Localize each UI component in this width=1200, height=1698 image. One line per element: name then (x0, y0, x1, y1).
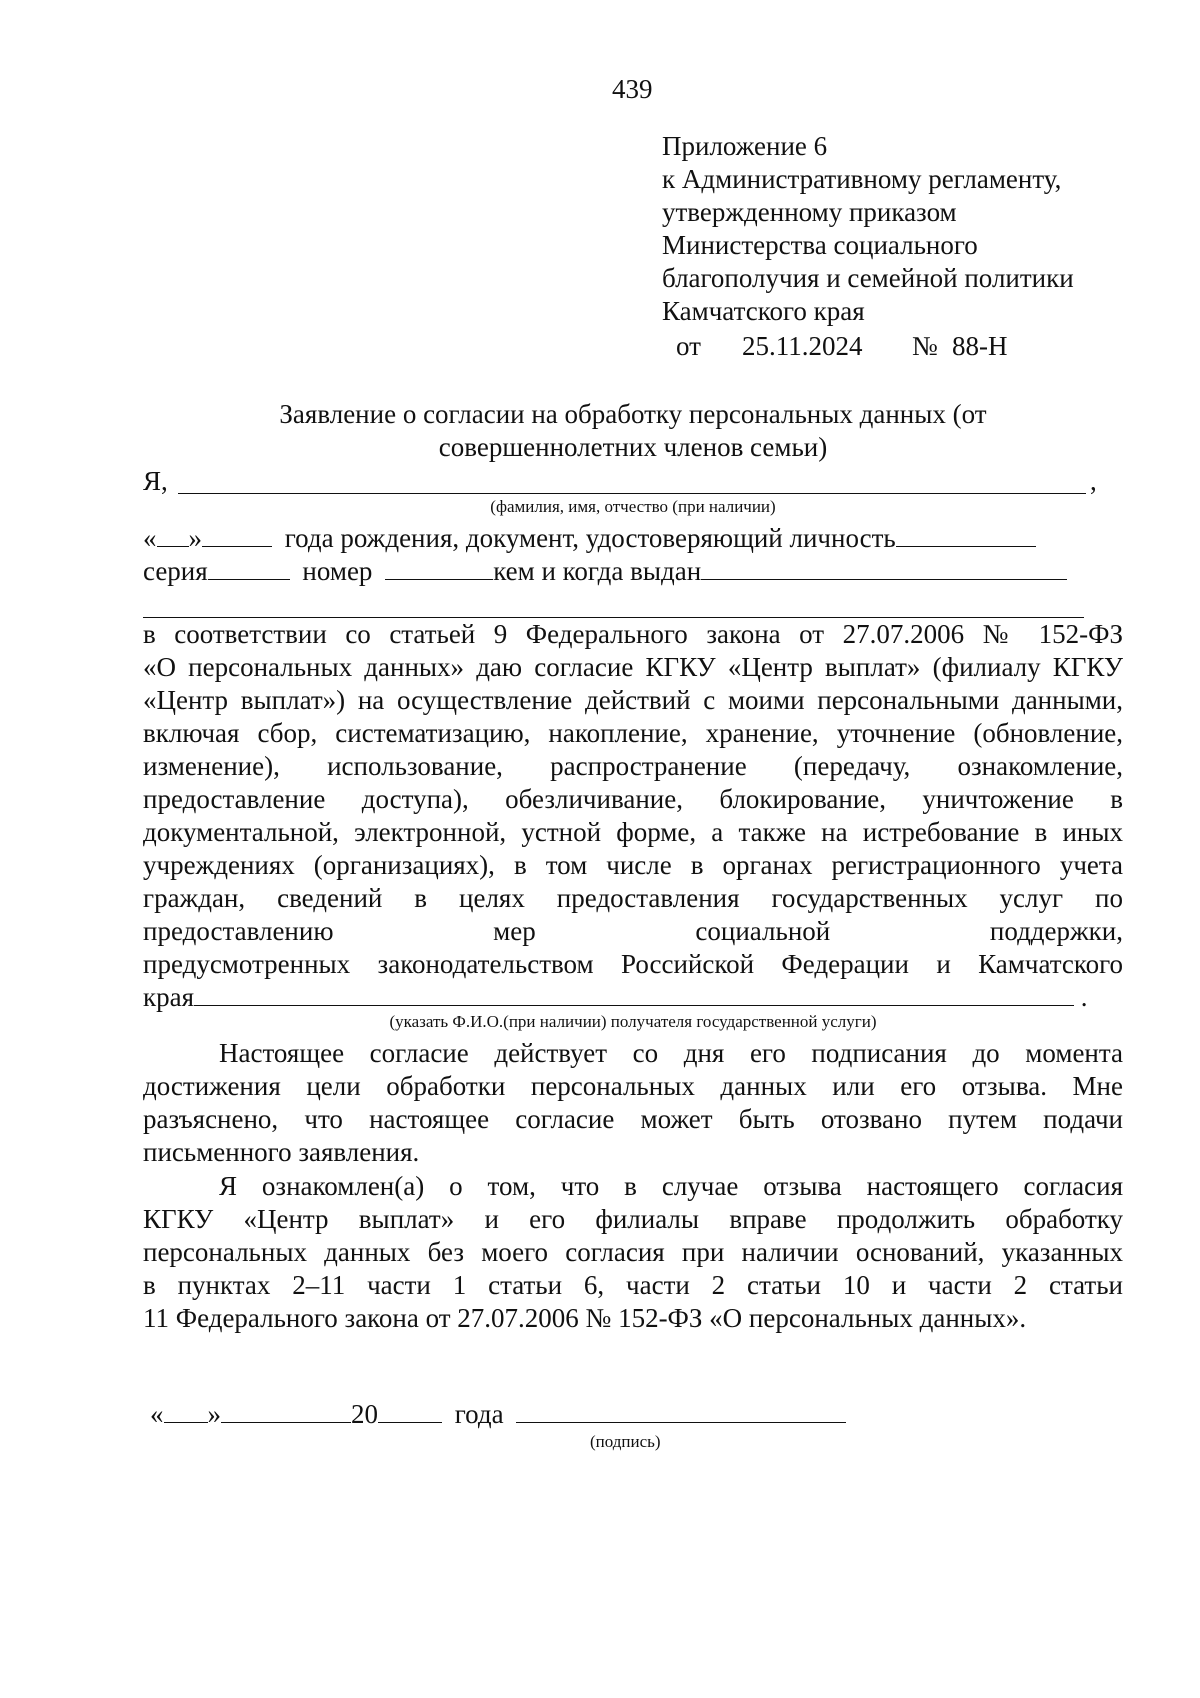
sign-day-field[interactable] (164, 1398, 208, 1423)
paragraph3-line: Я ознакомлен(а) о том, что в случае отзыва настоящего согласия (219, 1171, 1123, 1201)
appendix-number: 88-Н (952, 331, 1008, 361)
appendix-date: 25.11.2024 (742, 331, 863, 361)
body-line: включая сбор, систематизацию, накопление, хранение, уточнение (обновление, (143, 718, 1123, 748)
birth-day-field[interactable] (157, 522, 189, 547)
document-title: Заявление о согласии на обработку персональных данных (от (279, 399, 987, 429)
body-line: в соответствии со статьей 9 Федерального закона от 27.07.2006 № 152-ФЗ (143, 619, 1123, 649)
body-line: документальной, электронной, устной форме, а также на истребование в иных (143, 817, 1123, 847)
appendix-line: утвержденному приказом (662, 197, 957, 227)
quote-open: « (150, 1399, 164, 1429)
birth-date-row (143, 522, 1036, 554)
fio-field[interactable] (178, 492, 1086, 494)
paragraph2-line: разъяснено, что настоящее согласие может быть отозвано путем подачи (143, 1104, 1123, 1134)
recipient-hint: (указать Ф.И.О.(при наличии) получателя государственной услуги) (389, 1012, 877, 1031)
paragraph3-last-line: 11 Федерального закона от 27.07.2006 № 152-ФЗ «О персональных данных». (143, 1303, 1027, 1333)
paragraph3-line: в пунктах 2–11 части 1 статьи 6, части 2 статьи 10 и части 2 статьи (143, 1270, 1123, 1300)
birth-month-field[interactable] (202, 522, 272, 547)
paragraph2-line: Настоящее согласие действует со дня его подписания до момента (219, 1038, 1123, 1068)
birth-year-text: года рождения, документ, удостоверяющий личность (284, 523, 896, 553)
page-number: 439 (612, 74, 653, 104)
issued-label: кем и когда выдан (493, 556, 702, 586)
sign-year-field[interactable] (378, 1398, 442, 1423)
issued-by-field[interactable] (701, 555, 1067, 580)
body-line: предоставление доступа), обезличивание, блокирование, уничтожение в (143, 784, 1123, 814)
paragraph3-line: персональных данных без моего согласия при наличии оснований, указанных (143, 1237, 1123, 1267)
paragraph2-last-line: письменного заявления. (143, 1137, 420, 1167)
body-line: «О персональных данных» даю согласие КГКУ «Центр выплат» (филиалу КГКУ (143, 652, 1123, 682)
appendix-from-label: от (676, 331, 701, 361)
period: . (1080, 982, 1088, 1012)
appendix-line: Приложение 6 (662, 131, 828, 161)
body-line: предоставлению мер социальной поддержки, (143, 916, 1123, 946)
fio-hint: (фамилия, имя, отчество (при наличии) (490, 497, 776, 516)
appendix-number-label: № (912, 331, 938, 361)
signature-field[interactable] (516, 1398, 846, 1423)
region-word: края (143, 982, 195, 1012)
quote-close: » (207, 1399, 221, 1429)
body-line: граждан, сведений в целях предоставления государственных услуг по (143, 883, 1123, 913)
number-field[interactable] (385, 555, 493, 580)
appendix-line: благополучия и семейной политики (662, 263, 1074, 293)
quote-close: » (188, 523, 202, 553)
document-title: совершеннолетних членов семьи) (438, 432, 828, 462)
paragraph3-line: КГКУ «Центр выплат» и его филиалы вправе продолжить обработку (143, 1204, 1123, 1234)
paragraph2-line: достижения цели обработки персональных данных или его отзыва. Мне (143, 1071, 1123, 1101)
body-line: учреждениях (организациях), в том числе в органах регистрационного учета (143, 850, 1123, 880)
appendix-line: Министерства социального (662, 230, 978, 260)
series-field[interactable] (208, 555, 290, 580)
comma: , (1090, 466, 1097, 496)
body-line: предусмотренных законодательством Российской Федерации и Камчатского (143, 949, 1123, 979)
signature-row (150, 1398, 846, 1430)
quote-open: « (143, 523, 157, 553)
body-line: изменение), использование, распространение (передачу, ознакомление, (143, 751, 1123, 781)
series-label: серия (143, 556, 208, 586)
appendix-line: Камчатского края (662, 296, 865, 326)
year-label: года (454, 1399, 504, 1429)
sign-month-field[interactable] (221, 1398, 351, 1423)
appendix-line: к Административному регламенту, (662, 164, 1062, 194)
recipient-row (143, 981, 1088, 1013)
body-line: «Центр выплат») на осуществление действий с моими персональными данными, (143, 685, 1123, 715)
applicant-label: Я, (143, 466, 168, 496)
document-details-row (143, 555, 1067, 587)
identity-document-field[interactable] (896, 522, 1036, 547)
recipient-field[interactable] (194, 981, 1074, 1006)
signature-hint: (подпись) (590, 1432, 661, 1451)
century: 20 (351, 1399, 378, 1429)
number-label: номер (302, 556, 373, 586)
